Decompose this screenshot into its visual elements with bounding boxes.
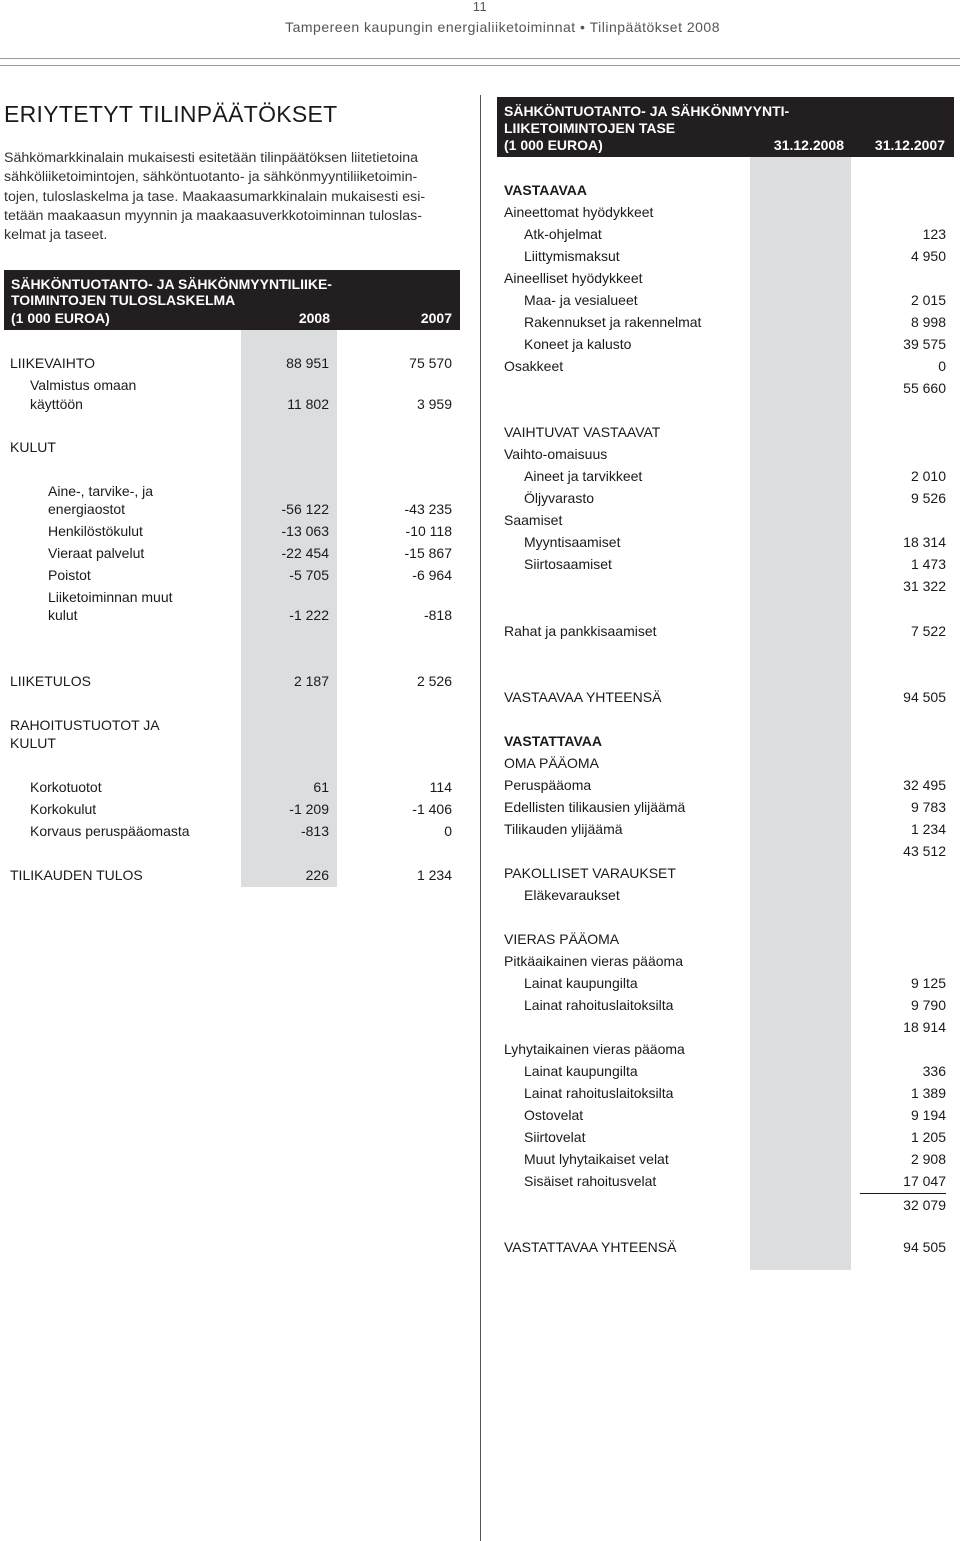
income-row-label: LIIKEVAIHTO <box>10 355 96 371</box>
income-value-2007: -10 118 <box>405 523 452 539</box>
income-value-2008: 88 951 <box>286 355 329 371</box>
balance-value-2007: 9 790 <box>910 997 946 1013</box>
balance-value-2007: 336 <box>922 1063 946 1079</box>
income-value-2008: -1 222 <box>289 607 329 623</box>
intro-paragraph <box>4 149 464 245</box>
balance-row-label: Eläkevaraukset <box>524 887 620 903</box>
balance-value-2007: 32 495 <box>903 777 946 793</box>
balance-value-2007: 2 015 <box>910 292 946 308</box>
balance-row-label: Siirtosaamiset <box>524 556 612 572</box>
balance-row-label: Ostovelat <box>524 1107 584 1123</box>
balance-value-2007: 8 998 <box>910 314 946 330</box>
income-header-col-2008: 2008 <box>298 310 330 326</box>
balance-value-2007: 1 473 <box>910 556 946 572</box>
balance-value-2007: 9 783 <box>910 799 946 815</box>
balance-header-col-2008: 31.12.2008 <box>773 137 844 153</box>
income-value-2008: -13 063 <box>281 523 329 539</box>
balance-row-label: Pitkäaikainen vieras pääoma <box>504 953 683 969</box>
balance-row-label: VASTATTAVAA <box>504 733 602 749</box>
income-value-2007: -15 867 <box>404 545 452 561</box>
balance-value-2007: 43 512 <box>903 843 946 859</box>
column-divider <box>480 95 481 1541</box>
income-value-2008: 2 187 <box>293 673 329 689</box>
income-value-2008: 226 <box>305 867 329 883</box>
income-value-2008: 11 802 <box>287 396 329 412</box>
balance-header-col-2007: 31.12.2007 <box>874 137 945 153</box>
balance-row-label: VASTAAVAA YHTEENSÄ <box>504 689 662 705</box>
income-row-label: LIIKETULOS <box>10 673 91 689</box>
balance-row-label: Vaihto-omaisuus <box>504 446 608 462</box>
balance-value-2007: 31 322 <box>903 578 946 594</box>
balance-value-2007: 1 389 <box>910 1085 946 1101</box>
income-value-2007: 1 234 <box>416 867 452 883</box>
income-header-line1: SÄHKÖNTUOTANTO- JA SÄHKÖNMYYNTILIIKE- <box>11 276 332 292</box>
balance-row-label: Maa- ja vesialueet <box>524 292 638 308</box>
balance-value-2007: 1 234 <box>910 821 946 837</box>
balance-value-2007: 2 908 <box>910 1151 946 1167</box>
income-row-label: Liiketoiminnan muut <box>48 589 173 605</box>
income-row-label: kulut <box>48 607 78 623</box>
income-value-2008: 61 <box>313 779 329 795</box>
income-value-2008: -22 454 <box>281 545 329 561</box>
balance-row-label: Atk-ohjelmat <box>524 226 602 242</box>
balance-row-label: Tilikauden ylijäämä <box>504 821 623 837</box>
balance-row-label: Aineelliset hyödykkeet <box>504 270 643 286</box>
balance-row-label: Lainat kaupungilta <box>524 975 638 991</box>
intro-line: sähköliiketoimintojen, sähköntuotanto- ja sähkönmyyntiliiketoimin- <box>4 169 418 186</box>
income-row-label: Vieraat palvelut <box>48 545 145 561</box>
balance-value-2007: 0 <box>938 358 946 374</box>
balance-row-label: Muut lyhytaikaiset velat <box>524 1151 669 1167</box>
balance-sheet-header <box>497 97 954 157</box>
balance-row-label: Koneet ja kalusto <box>524 336 632 352</box>
balance-value-2007: 7 522 <box>910 623 946 639</box>
separator-rule <box>0 65 960 66</box>
balance-value-2007: 9 526 <box>910 490 946 506</box>
balance-row-label: Peruspääoma <box>504 777 592 793</box>
income-value-2007: -6 964 <box>412 567 452 583</box>
income-value-2007: 75 570 <box>409 355 452 371</box>
intro-line: tojen, tuloslaskelma ja tase. Maakaasumarkkinalain mukaisesti esi- <box>4 188 426 205</box>
balance-row-label: Aineet ja tarvikkeet <box>524 468 643 484</box>
balance-2008-column-shade <box>750 157 851 1270</box>
balance-value-2007: 39 575 <box>903 336 946 352</box>
balance-row-label: Siirtovelat <box>524 1129 586 1145</box>
balance-row-label: VIERAS PÄÄOMA <box>504 931 620 947</box>
income-value-2008: -5 705 <box>289 567 329 583</box>
income-row-label: Valmistus omaan <box>30 377 137 393</box>
balance-value-2007: 55 660 <box>903 380 946 396</box>
income-value-2007: -43 235 <box>404 501 452 517</box>
separator-rule <box>0 58 960 59</box>
balance-value-2007: 123 <box>922 226 946 242</box>
income-value-2007: -1 406 <box>412 801 452 817</box>
balance-row-label: OMA PÄÄOMA <box>504 755 599 771</box>
balance-row-label: Saamiset <box>504 512 563 528</box>
balance-row-label: Lainat rahoituslaitoksilta <box>524 1085 674 1101</box>
income-row-label: KULUT <box>10 439 56 455</box>
balance-row-label: Aineettomat hyödykkeet <box>504 204 654 220</box>
income-row-label: energiaostot <box>48 501 126 517</box>
income-row-label: Korvaus peruspääomasta <box>30 823 190 839</box>
balance-row-label: Rahat ja pankkisaamiset <box>504 623 657 639</box>
income-value-2008: -813 <box>300 823 329 839</box>
income-value-2007: 0 <box>444 823 452 839</box>
balance-header-line2: LIIKETOIMINTOJEN TASE <box>504 120 676 136</box>
income-statement-header <box>4 270 460 330</box>
balance-value-2007: 4 950 <box>910 248 946 264</box>
income-value-2008: -1 209 <box>289 801 329 817</box>
running-header: Tampereen kaupungin energialiiketoiminnat • Tilinpäätökset 2008 <box>285 19 720 35</box>
balance-header-line3: (1 000 EUROA) <box>504 137 603 153</box>
intro-line: kelmat ja taseet. <box>4 227 108 244</box>
balance-value-2007: 9 194 <box>910 1107 946 1123</box>
section-title: ERIYTETYT TILINPÄÄTÖKSET <box>4 101 338 127</box>
subtotal-line <box>860 1193 946 1194</box>
intro-line: tetään maakaasun myynnin ja maakaasuverkkotoiminnan tuloslas- <box>4 207 422 224</box>
balance-row-label: Sisäiset rahoitusvelat <box>524 1173 657 1189</box>
balance-value-2007: 9 125 <box>910 975 946 991</box>
balance-value-2007: 18 914 <box>903 1019 946 1035</box>
income-value-2008: -56 122 <box>281 501 329 517</box>
balance-row-label: Osakkeet <box>504 358 564 374</box>
balance-row-label: PAKOLLISET VARAUKSET <box>504 865 676 881</box>
income-header-line3: (1 000 EUROA) <box>11 310 110 326</box>
balance-header-line1: SÄHKÖNTUOTANTO- JA SÄHKÖNMYYNTI- <box>504 103 790 119</box>
balance-value-2007: 2 010 <box>910 468 946 484</box>
income-row-label: Poistot <box>48 567 91 583</box>
income-row-label: RAHOITUSTUOTOT JA <box>10 717 160 733</box>
balance-value-2007: 94 505 <box>903 1239 946 1255</box>
income-row-label: TILIKAUDEN TULOS <box>10 867 143 883</box>
intro-line: Sähkömarkkinalain mukaisesti esitetään tilinpäätöksen liitetietoina <box>4 150 419 166</box>
balance-row-label: Lyhytaikainen vieras pääoma <box>504 1041 685 1057</box>
balance-value-2007: 94 505 <box>903 689 946 705</box>
income-value-2007: 114 <box>429 779 452 795</box>
income-row-label: Aine-, tarvike-, ja <box>48 483 154 499</box>
balance-value-2007: 1 205 <box>910 1129 946 1145</box>
balance-row-label: VAIHTUVAT VASTAAVAT <box>504 424 661 440</box>
income-row-label: käyttöön <box>30 396 83 412</box>
income-row-label: KULUT <box>10 735 56 751</box>
balance-row-label: Edellisten tilikausien ylijäämä <box>504 799 686 815</box>
balance-row-label: Myyntisaamiset <box>524 534 621 550</box>
balance-row-label: VASTATTAVAA YHTEENSÄ <box>504 1239 677 1255</box>
balance-value-2007: 18 314 <box>903 534 946 550</box>
balance-row-label: Rakennukset ja rakennelmat <box>524 314 702 330</box>
balance-row-label: Öljyvarasto <box>524 490 595 506</box>
page-number: 11 <box>472 0 488 14</box>
income-header-line2: TOIMINTOJEN TULOSLASKELMA <box>11 292 236 308</box>
income-row-label: Korkotuotot <box>30 779 102 795</box>
balance-row-label: Liittymismaksut <box>524 248 620 264</box>
balance-value-2007: 17 047 <box>903 1173 946 1189</box>
balance-row-label: VASTAAVAA <box>504 182 587 198</box>
income-value-2007: 3 959 <box>416 396 452 412</box>
income-value-2007: 2 526 <box>416 673 452 689</box>
income-header-col-2007: 2007 <box>420 310 452 326</box>
income-row-label: Korkokulut <box>30 801 97 817</box>
balance-row-label: Lainat rahoituslaitoksilta <box>524 997 674 1013</box>
income-value-2007: -818 <box>423 607 452 623</box>
income-row-label: Henkilöstökulut <box>48 523 143 539</box>
balance-value-2007: 32 079 <box>903 1197 946 1213</box>
balance-row-label: Lainat kaupungilta <box>524 1063 638 1079</box>
